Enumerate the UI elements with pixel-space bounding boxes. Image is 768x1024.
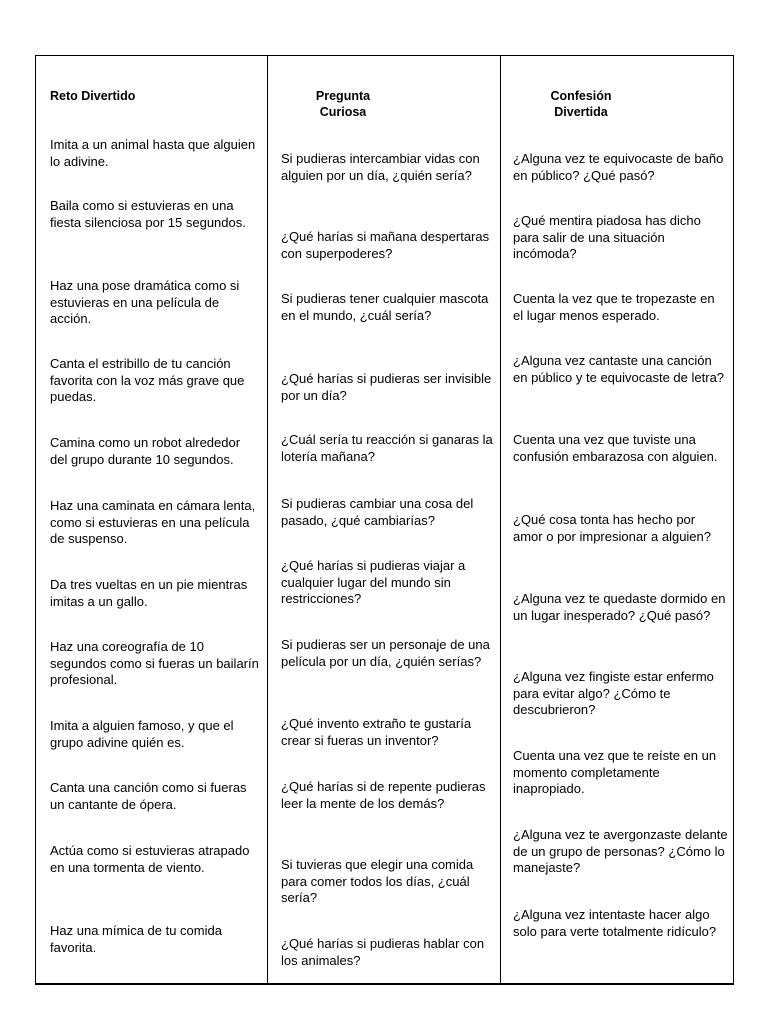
list-item: Imita a alguien famoso, y que el grupo adivine quién es. (50, 718, 234, 750)
list-item: Canta una canción como si fueras un cantante de ópera. (50, 780, 247, 812)
list-item: Haz una pose dramática como si estuvieras en una película de acción. (50, 278, 240, 326)
column-header (308, 88, 378, 120)
list-item: Cuenta una vez que te reíste en un momento completamente inapropiado. (513, 748, 717, 796)
column-header-line: Pregunta (315, 89, 371, 103)
list-item: ¿Alguna vez fingiste estar enfermo para evitar algo? ¿Cómo te descubrieron? (513, 669, 714, 717)
game-card-table (35, 55, 734, 985)
column-header-line: Confesión (550, 89, 612, 103)
list-item: ¿Alguna vez te quedaste dormido en un lugar inesperado? ¿Qué pasó? (513, 591, 726, 623)
list-item: Actúa como si estuvieras atrapado en una tormenta de viento. (50, 843, 250, 875)
list-item: ¿Qué harías si de repente pudieras leer la mente de los demás? (281, 779, 486, 811)
column-reto-divertido (35, 56, 268, 983)
list-item: Si pudieras cambiar una cosa del pasado, ¿qué cambiarías? (281, 496, 474, 528)
list-item: ¿Alguna vez cantaste una canción en público y te equivocaste de letra? (513, 353, 725, 385)
list-item: Si pudieras ser un personaje de una película por un día, ¿quién serías? (281, 637, 490, 669)
list-item: ¿Qué invento extraño te gustaría crear si fueras un inventor? (281, 716, 472, 748)
list-item: ¿Qué harías si pudieras hablar con los animales? (281, 936, 485, 968)
list-item: Da tres vueltas en un pie mientras imitas a un gallo. (50, 577, 248, 609)
list-item: ¿Cuál sería tu reacción si ganaras la lotería mañana? (281, 432, 493, 464)
list-item: Si pudieras tener cualquier mascota en el mundo, ¿cuál sería? (281, 291, 489, 323)
list-item: Camina como un robot alrededor del grupo durante 10 segundos. (50, 435, 241, 467)
list-item: Haz una caminata en cámara lenta, como si estuvieras en una película de suspenso. (50, 498, 256, 546)
list-item: ¿Qué cosa tonta has hecho por amor o por impresionar a alguien? (513, 512, 711, 544)
list-item: ¿Qué harías si mañana despertaras con superpoderes? (281, 229, 490, 261)
list-item: ¿Alguna vez intentaste hacer algo solo para verte totalmente ridículo? (513, 907, 717, 939)
list-item: ¿Qué mentira piadosa has dicho para salir de una situación incómoda? (513, 213, 701, 261)
list-item: Baila como si estuvieras en una fiesta silenciosa por 15 segundos. (50, 198, 246, 230)
list-item: Cuenta una vez que tuviste una confusión embarazosa con alguien. (513, 432, 718, 464)
column-header-line: Divertida (554, 105, 608, 119)
list-item: Cuenta la vez que te tropezaste en el lugar menos esperado. (513, 291, 715, 323)
list-item: ¿Qué harías si pudieras viajar a cualquier lugar del mundo sin restricciones? (281, 558, 466, 606)
list-item: Haz una coreografía de 10 segundos como si fueras un bailarín profesional. (50, 639, 259, 687)
column-confesion-divertida (501, 56, 734, 983)
column-header (541, 88, 621, 120)
column-pregunta-curiosa (268, 56, 501, 983)
column-header: Reto Divertido (50, 89, 136, 103)
list-item: Canta el estribillo de tu canción favorita con la voz más grave que puedas. (50, 356, 245, 404)
column-header-line: Curiosa (319, 105, 367, 119)
list-item: Imita a un animal hasta que alguien lo adivine. (50, 137, 256, 169)
list-item: Si tuvieras que elegir una comida para comer todos los días, ¿cuál sería? (281, 857, 474, 905)
list-item: ¿Alguna vez te avergonzaste delante de un grupo de personas? ¿Cómo lo manejaste? (513, 827, 728, 875)
list-item: Si pudieras intercambiar vidas con alguien por un día, ¿quién sería? (281, 151, 480, 183)
list-item: Haz una mímica de tu comida favorita. (50, 923, 222, 955)
list-item: ¿Alguna vez te equivocaste de baño en público? ¿Qué pasó? (513, 151, 724, 183)
list-item: ¿Qué harías si pudieras ser invisible por un día? (281, 371, 492, 403)
